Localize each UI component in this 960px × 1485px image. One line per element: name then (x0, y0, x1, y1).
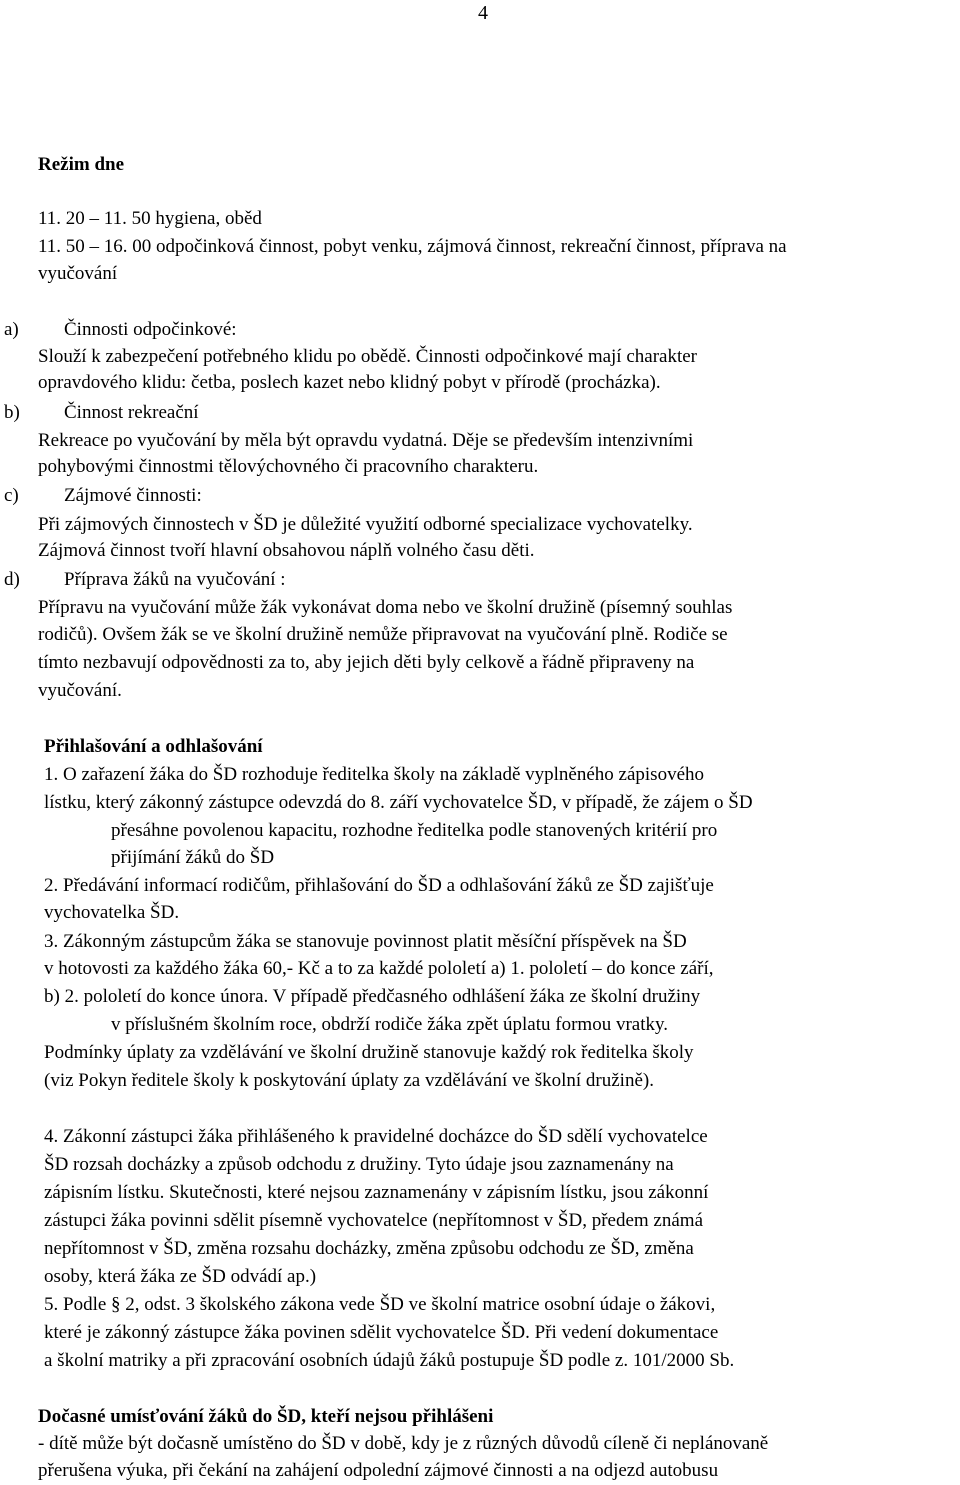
paragraph-line: 1. O zařazení žáka do ŠD rozhoduje ředitelka školy na základě vyplněného zápisového (44, 764, 704, 785)
paragraph-line: (viz Pokyn ředitele školy k poskytování úplaty za vzdělávání ve školní družině). (44, 1070, 654, 1091)
item-text: pohybovými činnostmi tělovýchovného či pracovního charakteru. (38, 456, 539, 477)
paragraph-line: Podmínky úplaty za vzdělávání ve školní družině stanovuje každý rok ředitelka školy (44, 1042, 694, 1063)
item-text: tímto nezbavují odpovědnosti za to, aby jejich děti byly celkově a řádně připraveny na (38, 652, 695, 673)
paragraph-line: ŠD rozsah docházky a způsob odchodu z družiny. Tyto údaje jsou zaznamenány na (44, 1154, 674, 1175)
schedule-line: vyučování (38, 263, 118, 284)
paragraph-line: které je zákonný zástupce žáka povinen sdělit vychovatelce ŠD. Při vedení dokumentace (44, 1322, 719, 1343)
paragraph-line: v příslušném školním roce, obdrží rodiče žáka zpět úplatu formou vratky. (111, 1014, 668, 1035)
paragraph-line: lístku, který zákonný zástupce odevzdá do 8. září vychovatelce ŠD, v případě, že zájem o ŠD (44, 792, 753, 813)
item-text: Přípravu na vyučování může žák vykonávat doma nebo ve školní družině (písemný souhlas (38, 597, 733, 618)
item-text: vyučování. (38, 680, 122, 701)
item-text: Rekreace po vyučování by měla být opravdu vydatná. Děje se především intenzivními (38, 430, 694, 451)
section-heading-rezim: Režim dne (38, 154, 125, 175)
paragraph-line: 4. Zákonní zástupci žáka přihlášeného k pravidelné docházce do ŠD sdělí vychovatelce (44, 1126, 708, 1147)
item-text: Zájmová činnost tvoří hlavní obsahovou náplň volného času děti. (38, 540, 535, 561)
paragraph-line: b) 2. pololetí do konce února. V případě předčasného odhlášení žáka ze školní družiny (44, 986, 701, 1007)
page-number: 4 (478, 2, 488, 24)
paragraph-line: v hotovosti za každého žáka 60,- Kč a to za každé pololetí a) 1. pololetí – do konce září, (44, 958, 714, 979)
paragraph-line: zástupci žáka povinni sdělit písemně vychovatelce (nepřítomnost v ŠD, předem známá (44, 1210, 703, 1231)
schedule-line: 11. 50 – 16. 00 odpočinková činnost, pobyt venku, zájmová činnost, rekreační činnost, příprava na (38, 236, 787, 257)
item-title: Činnost rekreační (64, 402, 199, 423)
item-title: Příprava žáků na vyučování : (64, 569, 286, 590)
paragraph-line: osoby, která žáka ze ŠD odvádí ap.) (44, 1266, 317, 1287)
paragraph-line: vychovatelka ŠD. (44, 902, 180, 923)
paragraph-line: přesáhne povolenou kapacitu, rozhodne ředitelka podle stanovených kritérií pro (111, 820, 718, 841)
schedule-line: 11. 20 – 11. 50 hygiena, oběd (38, 208, 262, 229)
paragraph-line: přijímání žáků do ŠD (111, 847, 275, 868)
item-label: b) (4, 402, 20, 423)
paragraph-line: a školní matriky a při zpracování osobních údajů žáků postupuje ŠD podle z. 101/2000 Sb. (44, 1350, 735, 1371)
item-text: opravdového klidu: četba, poslech kazet nebo klidný pobyt v přírodě (procházka). (38, 372, 661, 393)
item-text: Při zájmových činnostech v ŠD je důležité využití odborné specializace vychovatelky. (38, 514, 693, 535)
paragraph-line: - dítě může být dočasně umístěno do ŠD v době, kdy je z různých důvodů cíleně či neplánovaně (38, 1433, 769, 1454)
item-label: c) (4, 485, 19, 506)
paragraph-line: 2. Předávání informací rodičům, přihlašování do ŠD a odhlašování žáků ze ŠD zajišťuje (44, 875, 714, 896)
section-heading-prihlasovani: Přihlašování a odhlašování (44, 736, 263, 757)
item-title: Činnosti odpočinkové: (64, 319, 237, 340)
paragraph-line: přerušena výuka, při čekání na zahájení odpolední zájmové činnosti a na odjezd autobusu (38, 1460, 719, 1481)
item-label: d) (4, 569, 20, 590)
item-title: Zájmové činnosti: (64, 485, 202, 506)
item-text: rodičů). Ovšem žák se ve školní družině nemůže připravovat na vyučování plně. Rodiče se (38, 624, 728, 645)
paragraph-line: nepřítomnost v ŠD, změna rozsahu docházky, změna způsobu odchodu ze ŠD, změna (44, 1238, 694, 1259)
paragraph-line: 3. Zákonným zástupcům žáka se stanovuje povinnost platit měsíční příspěvek na ŠD (44, 931, 687, 952)
paragraph-line: zápisním lístku. Skutečnosti, které nejsou zaznamenány v zápisním lístku, jsou zákonní (44, 1182, 709, 1203)
item-text: Slouží k zabezpečení potřebného klidu po obědě. Činnosti odpočinkové mají charakter (38, 346, 697, 367)
section-heading-docasne: Dočasné umísťování žáků do ŠD, kteří nejsou přihlášeni (38, 1406, 494, 1427)
item-label: a) (4, 319, 19, 340)
paragraph-line: 5. Podle § 2, odst. 3 školského zákona vede ŠD ve školní matrice osobní údaje o žákovi, (44, 1294, 716, 1315)
